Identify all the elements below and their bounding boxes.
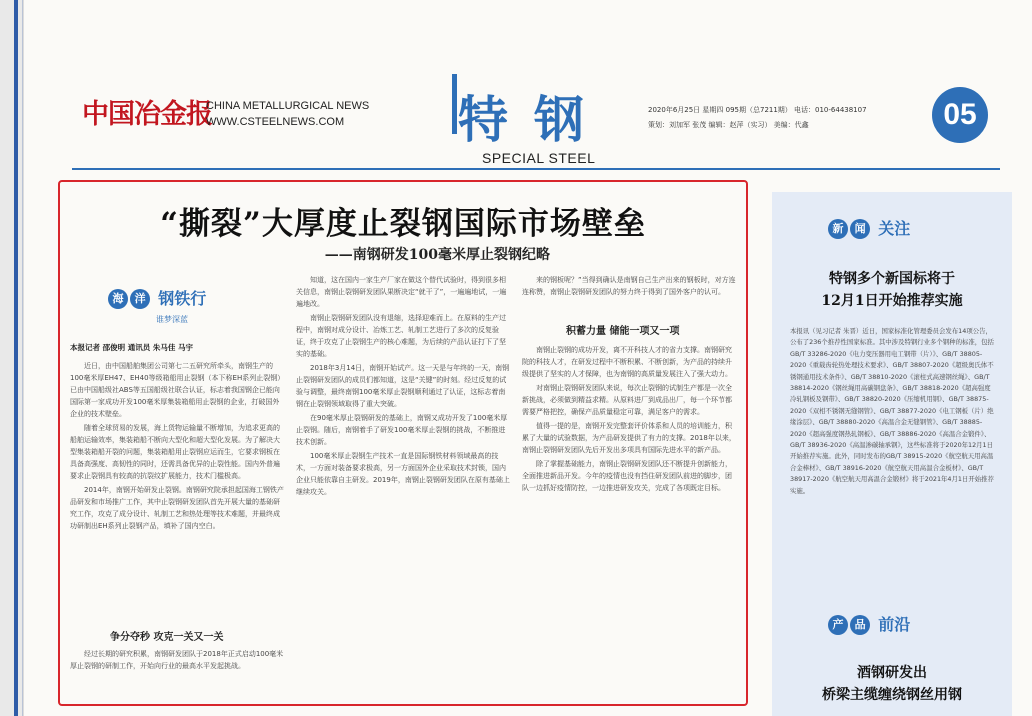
col1-para-1: 近日，由中国船舶集团公司第七二五研究所牵头，南钢生产的100毫米厚EH47、EH40等级箱船用止裂钢（本下称EH系列止裂钢）已由中国船级社ABS等五国船级社联合认证，标志着我国钢企已能向国际第一家成功开发100毫米厚集装箱船用止裂钢的企业，打破国外企业的技术壁垒。 <box>70 362 281 418</box>
section-accent-bar <box>452 74 457 134</box>
col3-subsection-title: 积蓄力量 储能一项又一项 <box>566 326 680 337</box>
sidebar-title2-line2: 桥梁主缆缠绕钢丝用钢 <box>822 687 962 703</box>
col2-para-3: 2018年3月14日，南钢开始试产。这一天是与年终的一天，南钢止裂钢研发团队的成员们都知道，这是“关键”的时刻。经过反复的试验与调整，最终南钢100毫米厚止裂钢顺利通过了认证，这标志着南钢在止裂钢领域取得了重大突破。 <box>296 364 510 408</box>
sidebar-news <box>772 192 1012 716</box>
masthead-url: WWW.CSTEELNEWS.COM <box>206 116 345 128</box>
sidebar-title-1[interactable] <box>772 268 1012 312</box>
sidebar-badge2-text: 前沿 <box>878 615 911 634</box>
masthead-english <box>206 98 369 130</box>
article-column-3 <box>522 274 736 314</box>
col3-para-1: 来的钢板呢？”当得到确认是南钢自己生产出来的钢板时，对方连连称赞，南钢止裂钢研发团队的努力终于得到了国外客户的认可。 <box>522 276 736 296</box>
section-title-english: SPECIAL STEEL <box>482 150 596 166</box>
sidebar-badge-1 <box>828 216 910 239</box>
masthead-english-name: CHINA METALLURGICAL NEWS <box>206 100 370 112</box>
badge-subtitle: 谁梦深蓝 <box>156 315 188 324</box>
col1-para-2: 随着全球贸易的发展，海上货物运输量不断增加，为追求更高的船舶运输效率，集装箱船不断向大型化和超大型化发展。为了解决大型集装箱船开裂的问题，集装箱船用止裂钢应运而生，它要求钢板在具备高强度、高韧性的同时，还需具备优异的止裂性能。国内外普遍要求止裂钢具有较高的抗裂纹扩展能力，技术门槛极高。 <box>70 424 280 480</box>
col3-para-2: 南钢止裂钢的成功开发，离不开科技人才的省力支撑。南钢研究院的科技人才，在研发过程中不断积累、不断创新，为产品的持续升级提供了坚实的人才保障，也为南钢的高质量发展注入了强大动力。 <box>522 346 732 378</box>
masthead-logo: 中国冶金报 <box>82 99 212 130</box>
article-byline: 本报记者 邵俊明 通讯员 朱马佳 马宇 <box>70 343 193 352</box>
newspaper-page <box>24 0 1032 716</box>
sidebar-body: 本报讯（见习记者 朱晋）近日，国家标准化管理委员会发布14项公告，公布了236个推荐性国家标准。其中涉及特钢行业多个钢种的标准，包括GB/T 33286-2020《电力变压器用电工钢带（片）》、GB/T 38805-2020《重载齿轮热处理技术要求》、GB/T 38807-2020《超级奥氏体不锈钢通用技术条件》、GB/T 38810-2020《滚柱式高速钢丝绳》、GB/T 38814-2020《钢丝绳用高碳钢盘条》、GB/T 38818-2020《超高强度冷轧钢板及钢带》、GB/T 38820-2020《压缩机用钢》、GB/T 38875-2020《双相不锈钢无缝钢管》、GB/T 38877-2020《电工钢板（片）绝缘涂层》、GB/T 38880-2020《高温合金无缝钢管》、GB/T 38885-2020《超高强度钢热轧钢板》、GB/T 38886-2020《高温合金锻件》、GB/T 38936-2020《高温渗碳轴承钢》，这些标准将于2020年12月1日开始推荐实施。此外，同时发布的GB/T 38915-2020《航空航天用高温合金棒材》、GB/T 38916-2020《航空航天用高温合金板材》、GB/T 38917-2020《航空航天用高温合金锻材》将于2021年4月1日开始推荐实施。 <box>790 327 994 495</box>
col3-para-3: 对南钢止裂钢研发团队来说，每次止裂钢的试制生产都是一次全新挑战，必须做到精益求精。从原料进厂到成品出厂，每一个环节都需要严格把控，确保产品质量稳定可靠，满足客户的需求。 <box>522 384 732 416</box>
article-subhead: ——南钢研发100毫米厚止裂钢纪略 <box>324 247 550 263</box>
viewer-left-frame <box>0 0 23 716</box>
sidebar-badge1-char-1: 新 <box>828 219 848 239</box>
article-column-1 <box>70 360 284 622</box>
issue-meta <box>648 103 867 133</box>
sidebar-badge2-char-1: 产 <box>828 615 848 635</box>
col3-para-4: 值得一提的是，南钢开发完整套评价体系和人员的培训能力，积累了大量的试验数据，为产品研发提供了有力的支撑。2018年以来，南钢止裂钢研发团队先后开发出多项具有国际先进水平的新产品。 <box>522 422 736 454</box>
highlighted-article[interactable] <box>58 180 748 706</box>
section-title: 特钢 <box>458 91 610 149</box>
column-badge <box>108 286 206 309</box>
col2-para-5: 100毫米厚止裂钢生产技术一直是国际钢铁材料领域最高的技术，一方面对装备要求极高，另一方面国外企业采取技术封锁，国内企业只能依靠自主研发。2019年，南钢止裂钢研发团队在原有基础上继续攻关。 <box>296 452 510 496</box>
col1-tail-para: 经过长期的研究积累，南钢研发团队于2018年正式启动100毫米厚止裂钢的研制工作，开始向行业的最高水平发起挑战。 <box>70 650 284 670</box>
col1-tail <box>70 648 284 698</box>
col3-para-5: 除了掌握基础能力，南钢止裂钢研发团队还不断提升创新能力，全面推进新品开发。今年的疫情也没有挡住研发团队前进的脚步，团队一边抓好疫情防控，一边推进研发攻关，完成了各项既定目标。 <box>522 460 732 492</box>
sidebar-title1-line2: 12月1日开始推荐实施 <box>821 293 963 309</box>
sidebar-badge1-char-2: 闻 <box>850 219 870 239</box>
sidebar-title1-line1: 特钢多个新国标将于 <box>829 271 955 287</box>
article-column-2 <box>296 274 510 698</box>
sidebar-title-2[interactable] <box>772 662 1012 706</box>
viewer-edge-bar <box>14 0 18 716</box>
sidebar-badge2-char-2: 品 <box>850 615 870 635</box>
issue-meta-line1: 2020年6月25日 星期四 095期（总7211期） 电话：010-64438107 <box>648 106 867 114</box>
sidebar-badge-2 <box>828 612 910 635</box>
article-headline: “撕裂”大厚度止裂钢国际市场壁垒 <box>160 206 646 242</box>
col2-para-2: 南钢止裂钢研发团队没有退缩，选择迎难而上。在原料的生产过程中，南钢对成分设计、冶炼工艺、轧制工艺进行了多次的反复验证，终于攻克了止裂钢生产的核心难题，为后续的产品认证打下了坚实的基础。 <box>296 314 506 358</box>
col2-para-4: 在90毫米厚止裂钢研发的基础上，南钢又成功开发了100毫米厚止裂钢。随后，南钢着手了研发100毫米厚止裂钢的挑战，不断推进技术创新。 <box>296 414 508 446</box>
badge-char-1: 海 <box>108 289 128 309</box>
sidebar-title2-line1: 酒钢研发出 <box>857 665 927 681</box>
sidebar-badge1-text: 关注 <box>878 219 911 238</box>
article-column-3-more <box>522 344 736 698</box>
badge-char-2: 洋 <box>130 289 150 309</box>
issue-meta-line2: 策划：刘加军 张茂 编辑：赵萍（实习） 美编：代鑫 <box>648 121 809 129</box>
badge-text: 钢铁行 <box>158 289 207 308</box>
col1-para-3: 2014年，南钢开始研发止裂钢。南钢研究院承担起国海工钢铁产品研发和市场推广工作，其中止裂钢研发团队首先开展大量的基础研究工作，攻克了成分设计、轧制工艺和热处理等技术难题，并最终成功研制出EH系列止裂钢产品，填补了国内空白。 <box>70 486 284 530</box>
col1-subsection-title: 争分夺秒 攻克一关又一关 <box>110 632 224 643</box>
col2-para-1: 知道，这在国内一家生产厂家在做这个替代试验时，得到很多相关信息，南钢止裂钢研发团队果断决定“就干了”，一遍遍地试，一遍遍地改。 <box>296 276 507 308</box>
masthead-rule <box>72 168 1000 170</box>
page-number-badge: 05 <box>932 87 988 143</box>
